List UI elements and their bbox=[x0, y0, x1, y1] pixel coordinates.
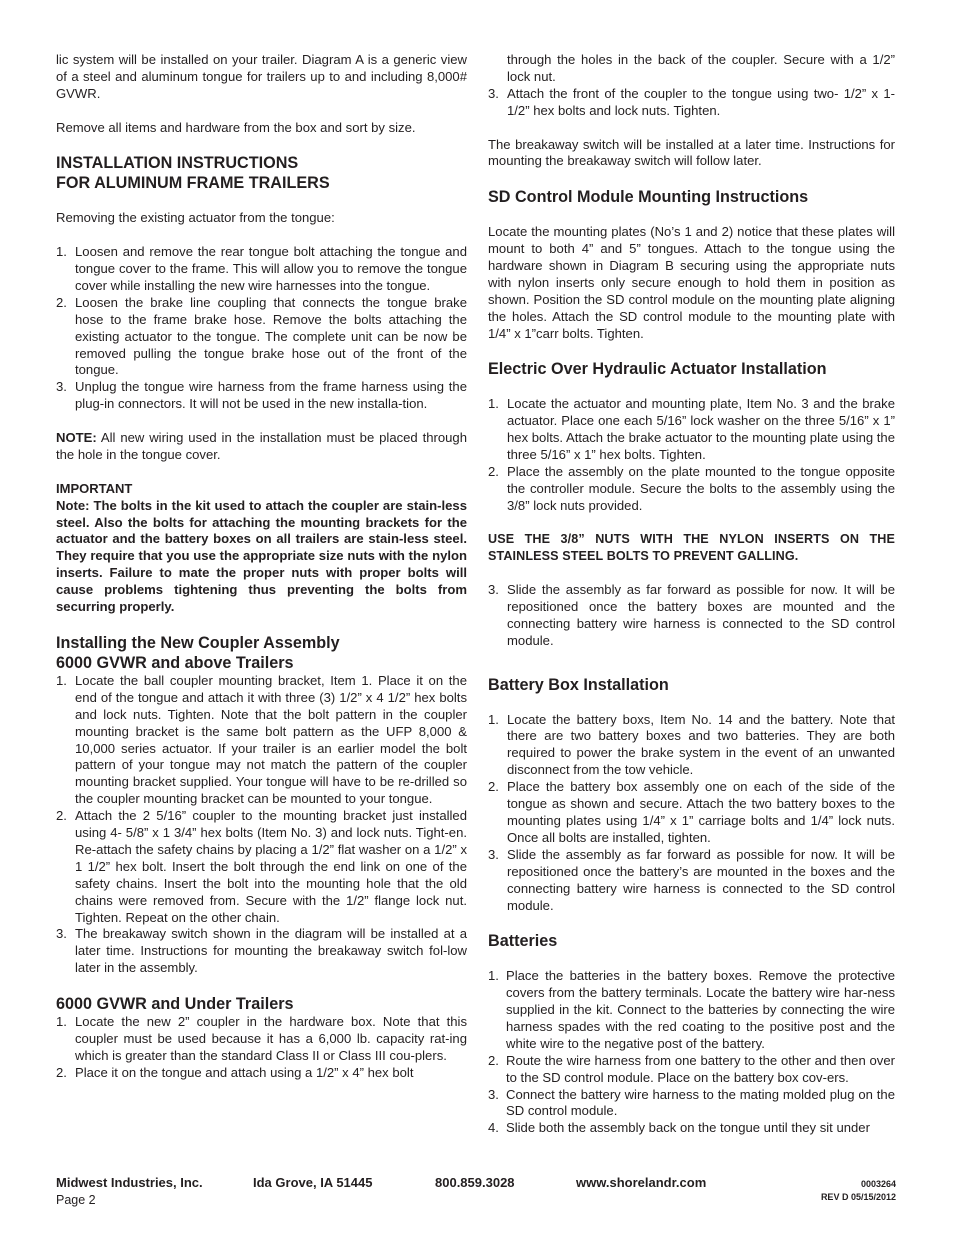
footer-website: www.shorelandr.com bbox=[576, 1175, 707, 1190]
coupler-heading-line1: Installing the New Coupler Assembly bbox=[56, 633, 340, 652]
intro-paragraph: lic system will be installed on your trailer. Diagram A is a generic view of a steel and aluminum tongue for trailers up to and including 8,000# GVWR. bbox=[56, 52, 467, 101]
actuator-heading: Electric Over Hydraulic Actuator Installation bbox=[488, 360, 827, 379]
list-item: 2. Place the assembly on the plate mounted to the tongue opposite the controller module. Secure the bolts to the assembly using the 3/8” lock nuts provided. bbox=[488, 463, 895, 513]
breakaway-paragraph: The breakaway switch will be installed at a later time. Instructions for mounting the breakaway switch will follow later. bbox=[488, 136, 895, 169]
right-column bbox=[488, 52, 895, 1137]
list-item: through the holes in the back of the coupler. Secure with a 1/2” lock nut. bbox=[507, 52, 895, 84]
aluminum-heading-line2: FOR ALUMINUM FRAME TRAILERS bbox=[56, 174, 330, 193]
list-item: 1. Locate the new 2” coupler in the hardware box. Note that this coupler must be used because it has a 6,000 lb. capacity rat-ing which is greater than the standard Class II or Class III cou-plers. bbox=[56, 1014, 467, 1063]
important-label: IMPORTANT bbox=[56, 480, 133, 496]
sd-heading: SD Control Module Mounting Instructions bbox=[488, 188, 809, 207]
actuator-steps-list bbox=[488, 396, 895, 514]
footer-company: Midwest Industries, Inc. bbox=[56, 1175, 203, 1190]
list-item: 2. Place the battery box assembly one on each of the side of the tongue as shown and secure. Attach the two battery boxes to the mounting plates using 1/4” x 1” carriage bolts and 1/4” lock nuts. Once all bolts are installed, tighten. bbox=[488, 779, 895, 845]
list-item: 3. Unplug the tongue wire harness from the frame harness using the plug-in connectors. It will not be used in the new installa-tion. bbox=[56, 379, 467, 412]
revision: REV D 05/15/2012 bbox=[820, 1191, 896, 1202]
document-number-block bbox=[821, 1178, 896, 1203]
list-item: 2. Route the wire harness from one battery to the other and then over to the SD control module. Place on the battery box cov-ers. bbox=[488, 1052, 895, 1085]
list-item: 2. Loosen the brake line coupling that connects the tongue brake hose to the frame brake hose. Remove the bolts attaching the existing actuator to the tongue. The complete unit can be now be removed pulling the tongue brake hose out of the front of the tongue. bbox=[56, 294, 467, 378]
battery-box-steps-list bbox=[488, 712, 895, 915]
coupler-heading-line2: 6000 GVWR and above Trailers bbox=[56, 653, 294, 672]
document-number: 0003264 bbox=[860, 1179, 896, 1189]
list-item: 1. Locate the battery boxs, Item No. 14 and the battery. Note that there are two battery boxes and two batteries. They are both required to power the brake system in the event of an unwanted disconnect from the tow vehicle. bbox=[488, 711, 895, 778]
note-paragraph bbox=[56, 430, 467, 464]
list-item: 1. Loosen and remove the rear tongue bolt attaching the tongue and tongue cover to the frame. This will allow you to remove the tongue cover while installing the new wire harnesses into the tongue. bbox=[56, 244, 467, 293]
page-number: Page 2 bbox=[56, 1193, 96, 1207]
important-text: Note: The bolts in the kit used to attach the coupler are stain-less steel. Also the bolts for attaching the mounting brackets for the actuator and the battery boxes on all trailers are stain-less steel. They require that you use the appropriate size nuts with the nylon inserts. Failure to mate the proper nuts with proper bolts will cause problems tightening thus preventing the bolts from securring properly. bbox=[56, 497, 467, 615]
continued-steps-list bbox=[488, 52, 895, 120]
removing-intro: Removing the existing actuator from the tongue: bbox=[56, 210, 335, 226]
list-item: 1. Locate the actuator and mounting plate, Item No. 3 and the brake actuator. Place one each 5/16” lock washer on the three 5/16” x 1” hex bolts. Attach the brake actuator to the mounting plate using the three 5/16” x 1” hex bolts. Tighten. bbox=[488, 396, 895, 462]
list-item: 3. Slide the assembly as far forward as possible for now. It will be repositioned once the battery’s are mounted in the boxes and the connecting battery wire harness is connected to the SD control module. bbox=[488, 846, 895, 913]
left-column bbox=[56, 52, 467, 1082]
list-item: 2. Attach the 2 5/16” coupler to the mounting bracket just installed using 4- 5/8” x 1 3/4” hex bolts (Item No. 3) and lock nuts. Tight-en. Re-attach the safety chains by placing a 1/2” flat washer on a 1/2” x 1 1/2” hex bolt. Insert the bolt through the end link on one of the safety chains. Insert the bolt into the mounting hole that the old chains were removed from. Secure with the 1/2” flange lock nut. Tighten. Repeat on the other chain. bbox=[56, 808, 467, 925]
batteries-steps-list bbox=[488, 968, 895, 1137]
aluminum-heading-line1: INSTALLATION INSTRUCTIONS bbox=[56, 154, 299, 173]
list-item: 1. Place the batteries in the battery boxes. Remove the protective covers from the battery terminals. Locate the battery wire har-ness supplied in the kit. Connect to the batteries by connecting the wire harness spades with the red coating to the positive post and the white wire to the negative post of the battery. bbox=[488, 968, 895, 1051]
list-item: 1. Locate the ball coupler mounting bracket, Item 1. Place it on the end of the tongue and attach it with three (3) 1/2” x 4 1/2” hex bolts and lock nuts. Tighten. Note that the bolt pattern in the coupler mounting bracket is the same bolt pattern as the UFP 8,000 & 10,000 series actuator. If your trailer is an earlier model the bolt pattern of your tongue may not match the pattern of the coupler mounting bracket supplied. Your tongue will have to be re-drilled so the coupler mounting bracket can be mounted to your tongue. bbox=[56, 672, 467, 807]
list-item: 4. Slide both the assembly back on the tongue until they sit under bbox=[488, 1120, 870, 1136]
under-steps-list bbox=[56, 1014, 467, 1082]
actuator-step3-list bbox=[488, 582, 895, 650]
sd-paragraph: Locate the mounting plates (No’s 1 and 2) notice that these plates will mount to both 4” and 5” tongues. Attach to the tongue using the hardware shown in Diagram B securing using the appropriate nuts with nylon inserts only secure enough to hold them in position as shown. Position the SD control module on the mounting plate aligning the holes. Attach the SD control module to the mounting plate with 1/4” x 1”carr bolts. Tighten. bbox=[488, 224, 895, 341]
note-text: All new wiring used in the installation must be placed through the hole in the tongue cover. bbox=[56, 430, 467, 462]
footer-city: Ida Grove, IA 51445 bbox=[253, 1175, 373, 1190]
removing-steps-list bbox=[56, 244, 467, 413]
under-heading: 6000 GVWR and Under Trailers bbox=[56, 995, 294, 1014]
list-item: 3. The breakaway switch shown in the diagram will be installed at a later time. Instructions for mounting the breakaway switch fol-low later in the assembly. bbox=[56, 926, 467, 976]
list-item: 3. Slide the assembly as far forward as possible for now. It will be repositioned once the battery boxes are mounted and the connecting battery wire harness is connected to the SD control module. bbox=[488, 582, 895, 648]
list-item: 2. Place it on the tongue and attach using a 1/2” x 4” hex bolt bbox=[56, 1064, 414, 1080]
remove-items-paragraph: Remove all items and hardware from the box and sort by size. bbox=[56, 119, 416, 135]
nylon-insert-warning: USE THE 3/8” NUTS WITH THE NYLON INSERTS ON THE STAINLESS STEEL BOLTS TO PREVENT GALLING. bbox=[488, 532, 895, 564]
list-item: 3. Attach the front of the coupler to the tongue using two- 1/2” x 1-1/2” hex bolts and lock nuts. Tighten. bbox=[488, 85, 895, 118]
note-label: NOTE: bbox=[56, 430, 97, 446]
batteries-heading: Batteries bbox=[488, 932, 558, 951]
battery-box-heading: Battery Box Installation bbox=[488, 675, 669, 694]
list-item: 3. Connect the battery wire harness to the mating molded plug on the SD control module. bbox=[488, 1086, 895, 1119]
footer-phone: 800.859.3028 bbox=[435, 1175, 515, 1190]
coupler-steps-list bbox=[56, 673, 467, 977]
